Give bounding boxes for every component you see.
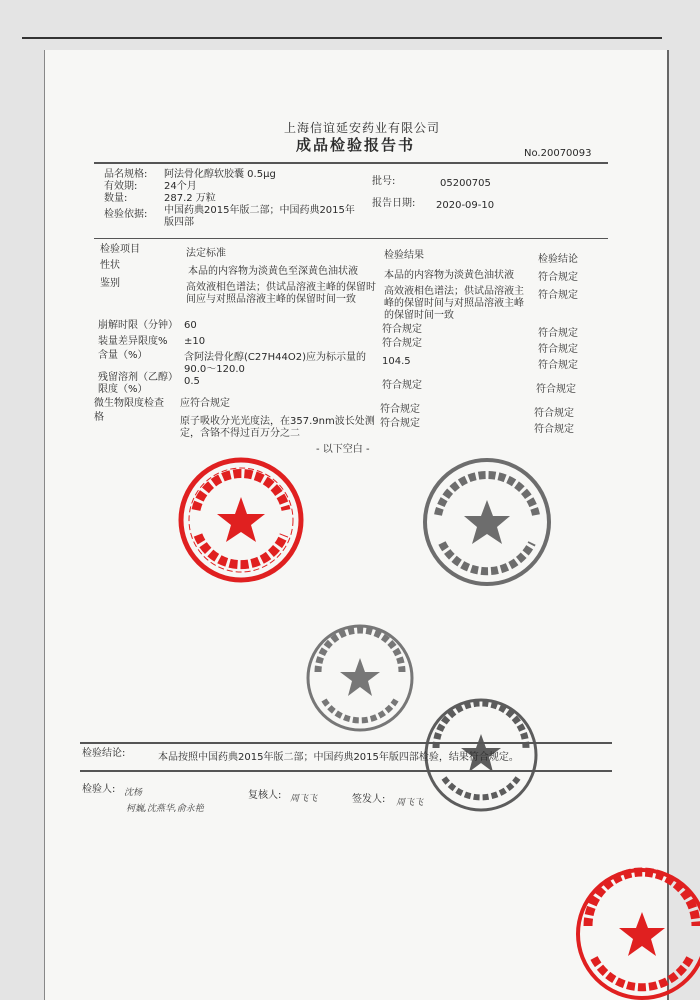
table-row-conclusion: 符合规定 <box>534 408 574 419</box>
reviewer-signature: 周飞飞 <box>290 794 318 804</box>
table-row-standard: 本品的内容物为淡黄色至深黄色油状液 <box>188 266 358 277</box>
inspector-signature: 沈杨 <box>124 788 143 798</box>
reviewer-label: 复核人: <box>248 790 282 801</box>
validity-value: 24个月 <box>164 181 197 192</box>
table-row-standard: 含阿法骨化醇(C27H44O2)应为标示量的90.0～120.0 <box>184 352 366 375</box>
table-row-conclusion: 符合规定 <box>538 360 578 371</box>
table-row-conclusion: 符合规定 <box>536 384 576 395</box>
table-row-item: 崩解时限（分钟） <box>98 320 178 331</box>
product-value: 阿法骨化醇软胶囊 0.5μg <box>164 169 276 180</box>
table-row-result: 本品的内容物为淡黄色油状液 <box>384 270 514 281</box>
product-label: 品名规格: <box>104 169 148 180</box>
table-row-conclusion: 符合规定 <box>538 344 578 355</box>
basis-value: 中国药典2015年版二部；中国药典2015年版四部 <box>164 205 355 228</box>
report-sheet <box>44 50 669 1000</box>
table-row-item: 残留溶剂（乙醇）限度（%） <box>98 372 178 395</box>
company-name: 上海信谊延安药业有限公司 <box>284 121 441 135</box>
conclusion-bottom-divider <box>80 770 612 772</box>
table-row-standard: 高效液相色谱法；供试品溶液主峰的保留时间应与对照品溶液主峰的保留时间一致 <box>186 282 376 305</box>
xinyi-qc-stamp-1 <box>304 622 416 734</box>
table-row-result: 符合规定 <box>382 380 422 391</box>
col-header-standard: 法定标准 <box>186 248 226 259</box>
col-header-result: 检验结果 <box>384 250 424 261</box>
end-of-table-note: - 以下空白 - <box>316 444 370 455</box>
conclusion-text: 本品按照中国药典2015年版二部；中国药典2015年版四部检验，结果符合规定。 <box>158 752 519 763</box>
table-row-item: 含量（%） <box>98 350 148 361</box>
table-row-conclusion: 符合规定 <box>538 272 578 283</box>
table-row-item: 鉴别 <box>100 278 120 289</box>
table-row-item: 装量差异限度% <box>98 336 168 347</box>
conclusion-label: 检验结论: <box>82 748 126 759</box>
issuer-label: 签发人: <box>352 794 386 805</box>
batch-label: 批号: <box>372 176 396 187</box>
header-divider <box>94 162 608 164</box>
report-date-label: 报告日期: <box>372 198 416 209</box>
table-row-result: 高效液相色谱法；供试品溶液主峰的保留时间与对照品溶液主峰的保留时间一致 <box>384 286 524 321</box>
table-row-result: 104.5 <box>382 356 411 367</box>
table-row-item: 性状 <box>100 260 120 271</box>
col-header-item: 检验项目 <box>100 244 140 255</box>
suzhou-qc-stamp <box>572 862 700 1000</box>
table-row-conclusion: 符合规定 <box>538 290 578 301</box>
quantity-value: 287.2 万粒 <box>164 193 216 204</box>
table-row-standard: 应符合规定 <box>180 398 230 409</box>
inspector-label: 检验人: <box>82 784 116 795</box>
report-title: 成品检验报告书 <box>296 136 416 154</box>
table-row-item: 格 <box>94 412 104 423</box>
table-row-result: 符合规定 <box>382 338 422 349</box>
issuer-signature: 周飞飞 <box>396 798 424 808</box>
table-row-conclusion: 符合规定 <box>538 328 578 339</box>
table-row-standard: 60 <box>184 320 197 331</box>
report-number: No.20070093 <box>524 148 592 159</box>
quantity-label: 数量: <box>104 193 128 204</box>
table-row-conclusion: 符合规定 <box>534 424 574 435</box>
table-row-result: 符合规定 <box>380 418 420 429</box>
table-row-result: 符合规定 <box>382 324 422 335</box>
grey-inspection-stamp <box>420 455 555 590</box>
batch-value: 05200705 <box>440 178 491 189</box>
table-row-item: 微生物限度检查 <box>94 398 164 409</box>
col-header-conclusion: 检验结论 <box>538 254 578 265</box>
conclusion-top-divider <box>80 742 612 744</box>
info-divider <box>94 238 608 239</box>
validity-label: 有效期: <box>104 181 138 192</box>
jiangsu-qc-stamp <box>176 455 306 585</box>
inspector-others-signature: 柯巍,沈燕华,俞永艳 <box>126 804 204 814</box>
report-date-value: 2020-09-10 <box>436 200 495 211</box>
basis-label: 检验依据: <box>104 209 148 220</box>
table-row-result: 符合规定 <box>380 404 420 415</box>
scan-top-border <box>22 37 662 39</box>
table-row-standard: 0.5 <box>184 376 200 387</box>
table-row-standard: 原子吸收分光光度法，在357.9nm波长处测定，含铬不得过百万分之二 <box>180 416 375 439</box>
table-row-standard: ±10 <box>184 336 206 347</box>
